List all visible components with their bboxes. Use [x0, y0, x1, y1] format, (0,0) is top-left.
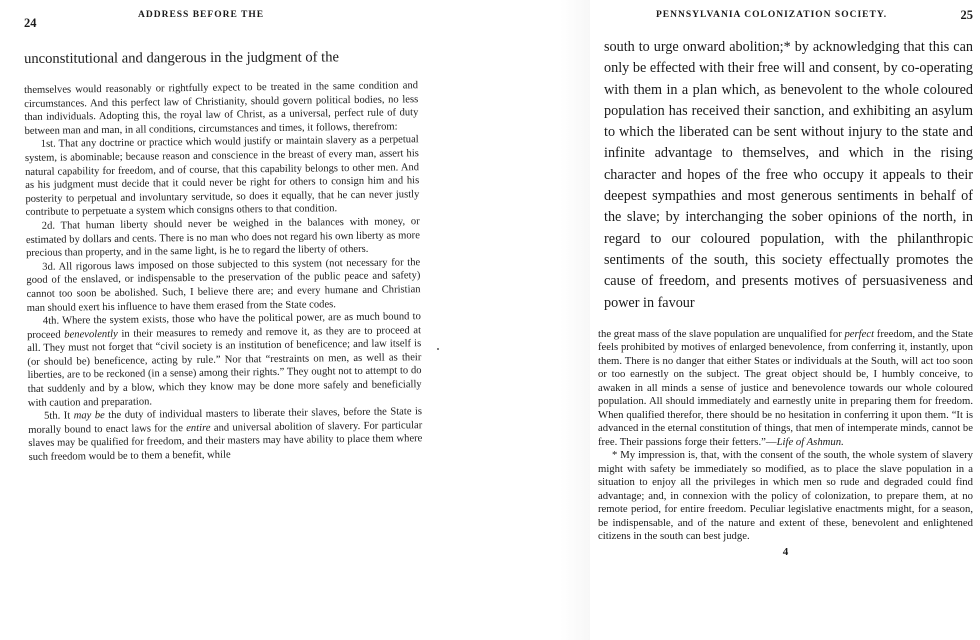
emphasis-benevolently: benevolently	[64, 328, 118, 341]
right-page	[590, 0, 980, 640]
left-running-head	[24, 6, 418, 32]
left-page	[0, 0, 428, 640]
point-2d: 2d. That human liberty should never be weighed in the balances with money, or estimated by dollars and cents. There is no man who does not regard his own liberty as more precious than property, and in the same light, is he to regard the liberty of others.	[25, 216, 420, 260]
left-lead-line: unconstitutional and dangerous in the judgment of the	[24, 49, 340, 67]
point-1st: 1st. That any doctrine or practice which would justify or maintain slavery as a perpetual system, is abominable; because reason and conscience in the breast of every man, assert his natural capability for freedom, and of course, that this capability belongs to other men. And as his judgment must decide that it could never be right for others to consign him and his posterity to perpetual and involuntary servitude, so does it equally, that he can never justly contribute to perpetuate a system which consigns others to that condition.	[24, 134, 420, 219]
citation-life-of-ashmun: Life of Ashmun.	[776, 435, 844, 448]
left-intro-paragraph: themselves would reasonably or rightfully expect to be treated in the same condition and circumstances. And this perfect law of Christianity, should govern political bodies, no less than individuals. Adopting this, the royal law of Christ, as a universal, perfect rule of duty between man and man, in all conditions, circumstances and times, it follows, therefrom:	[24, 80, 419, 137]
scan-speck	[437, 348, 439, 350]
signature-mark: 4	[782, 545, 789, 558]
book-gutter	[560, 0, 590, 640]
right-lead-paragraph: south to urge onward abolition;* by acknowledging that this can only be effected with their free will and consent, by co-operating with them in a plan which, as benevolent to the whole coloured population has received their sanction, and exhibiting an asylum to which the liberated can be sent without injury to the state and infinite advantage to themselves, and which in the rising character and hopes of the free who occupy it appeals to their deepest sympathies and most generous sentiments in behalf of the slave; by interchanging the sober opinions of the north, in regard to our coloured population, with the philanthropic sentiments of the south, this society effectually promotes the cause of freedom, and presents motives of persuasiveness and power in favour	[604, 39, 973, 311]
right-running-head	[598, 6, 973, 32]
right-body	[598, 328, 973, 544]
right-running-title: PENNSYLVANIA COLONIZATION SOCIETY.	[656, 10, 888, 20]
point-4th: 4th. Where the system exists, those who have the political power, are as much bound to proceed benevolently in their measures to remedy and remove it, as they are to proceed at all. They must not forget that “civil society is an institution of beneficence; and law itself is (or should be) beneficence, acting by rule.” Nor that “restraints on men, as well as their liberties, are to be reckoned (in a sense) among their rights.” They ought not to attempt to do that suddenly and by a blow, which they know may be done more safely and beneficially with caution and preparation.	[27, 311, 422, 409]
left-body	[24, 79, 423, 464]
point-5th: 5th. It may be the duty of individual masters to liberate their slaves, before the State is morally bound to enact laws for the entire and universal abolition of slavery. For particular slaves may be qualified for freedom, and their masters may have ability to place them where such freedom would be to them a benefit, while	[28, 406, 423, 464]
left-running-title: ADDRESS BEFORE THE	[138, 10, 265, 20]
continued-note-paragraph: the great mass of the slave population are unqualified for perfect freedom, and the State feels prohibited by motives of enlarged benevolence, from conferring it, instantly, upon them. There is no danger that either States or individuals at the South, will act too soon or too earnestly on the subject. The great object should be, I humbly conceive, to awaken in all minds a sense of justice and benevolence towards our whole coloured population. All should immediately and earnestly unite in preparing them for freedom. When qualified therefor, there should be no hesitation in conferring it upon them. “It is advanced in the eternal constitution of things, that men of intemperate minds, cannot be free. Their passions forge their fetters.”—Life of Ashmun.	[598, 327, 973, 448]
footnote-paragraph: * My impression is, that, with the consent of the south, the whole system of slavery might with safety be immediately so modified, as to place the slave population in a situation to enjoy all the privileges in which men so rude and degraded could find advantage; and, in connexion with the policy of colonization, to prepare them, at no remote period, for entire freedom. Peculiar legislative enactments might, for a season, be indispensable, and of the nature and extent of these, benevolent and enlightened citizens in the south can best judge.	[598, 449, 973, 543]
right-page-number: 25	[960, 8, 973, 22]
left-page-number: 24	[24, 16, 37, 30]
point-3d: 3d. All rigorous laws imposed on those subjected to this system (not necessary for the good of the enslaved, or indispensable to the preservation of the public peace and safety) cannot too soon be abolished. Such, I believe there are; and every humane and Christian man should exert his influence to have them erased from the State codes.	[26, 256, 421, 314]
